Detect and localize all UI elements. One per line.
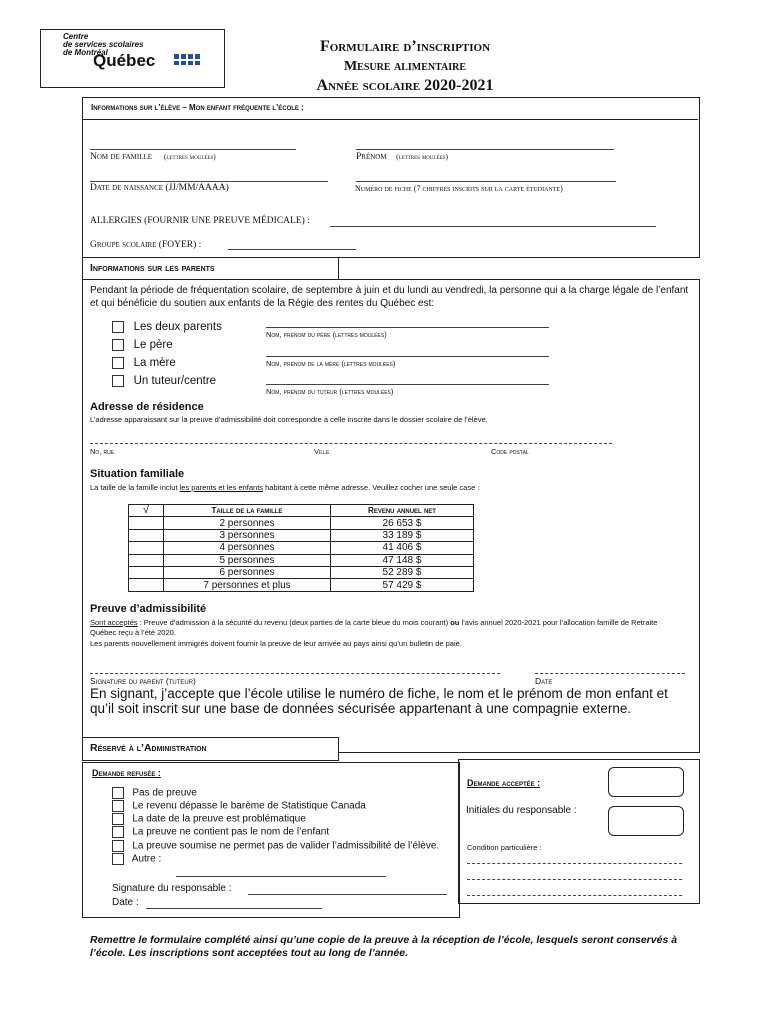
family-header: Situation familiale [90, 468, 185, 480]
mother-name-label: Nom, prénom de la mère (lettres moulées) [266, 359, 396, 368]
table-row[interactable] [129, 542, 474, 554]
group-label: Groupe scolaire (FOYER) : [90, 240, 202, 250]
option-father[interactable]: Le père [112, 336, 222, 354]
quebec-flag-icon [174, 54, 186, 65]
condition-line-3[interactable] [467, 895, 682, 896]
address-street-label: No, rue [90, 447, 115, 456]
checkbox[interactable] [112, 357, 124, 369]
guardian-name-label: Nom, prénom du tuteur (lettres moulées) [266, 387, 394, 396]
admin-header: Réservé à l’Administration [90, 742, 207, 754]
accepted-box-input[interactable] [608, 767, 684, 797]
refused-header: Demande refusée : [92, 768, 161, 778]
father-name-label: Nom, prénom du père (lettres moulées) [266, 330, 387, 339]
size-cell: 5 personnes [164, 554, 331, 566]
accepted-header: Demande acceptée : [467, 778, 541, 788]
check-cell[interactable] [129, 554, 164, 566]
last-name-label: Nom de famille (lettres moulées) [90, 152, 216, 162]
income-cell: 41 406 $ [331, 542, 474, 554]
income-cell: 26 653 $ [331, 517, 474, 529]
size-column-header: Taille de la famille [164, 505, 331, 517]
reason-name[interactable]: La preuve ne contient pas le nom de l’enfant [112, 826, 452, 839]
income-cell: 47 148 $ [331, 554, 474, 566]
condition-label: Condition particulière : [467, 843, 542, 852]
parents-header: Informations sur les parents [90, 262, 215, 274]
file-number-label: Numéro de fiche (7 chiffres inscrits sur la carte étudiante) [355, 184, 563, 193]
father-name-line[interactable] [266, 327, 549, 328]
logo-line-3: de Montréal [63, 48, 108, 57]
check-column-header: √ [129, 505, 164, 517]
table-row[interactable] [129, 529, 474, 541]
admin-date-line[interactable] [146, 908, 322, 909]
footer-instructions: Remettre le formulaire complété ainsi qu’une copie de la preuve à la réception de l’école, lesquels seront conservés à l’école. Les inscriptions sont acceptées tout au long de l’année. [90, 934, 678, 959]
check-cell[interactable] [129, 579, 164, 591]
parents-intro: Pendant la période de fréquentation scolaire, de septembre à juin et du lundi au vendredi, la personne qui a la charge légale de l’enfant et qui bénéficie du soutien aux enfants de la Régie des rentes du Québec est: [90, 285, 689, 309]
allergies-line[interactable] [330, 226, 656, 227]
table-row[interactable] [129, 579, 474, 591]
proof-text: Sont acceptés : Preuve d’admission à la sécurité du revenu (deux parties de la carte bleue du mois courant) ou l’avis annuel 2020-2021 pour l’allocation famille de Retraite Québec reçu à l’été 2020. [90, 618, 658, 637]
other-reason-line[interactable] [176, 876, 386, 877]
student-section [82, 97, 700, 258]
title-line-3: Année scolaire 2020-2021 [316, 77, 494, 94]
table-row[interactable] [129, 566, 474, 578]
last-name-line[interactable] [90, 149, 296, 150]
address-city-label: Ville [314, 447, 330, 456]
logo [40, 29, 225, 88]
size-cell: 4 personnes [164, 542, 331, 554]
option-mother[interactable]: La mère [112, 354, 222, 372]
income-cell: 33 189 $ [331, 529, 474, 541]
check-cell[interactable] [129, 542, 164, 554]
address-note: L’adresse apparaissant sur la preuve d’admissibilité doit correspondre à celle inscrite dans le dossier scolaire de l’élève. [90, 415, 488, 424]
parent-signature-label: Signature du parent (tuteur) [90, 676, 196, 686]
logo-line-1: Centre [63, 32, 89, 41]
condition-line-2[interactable] [467, 879, 682, 880]
first-name-line[interactable] [356, 149, 614, 150]
title-line-2: Mesure alimentaire [343, 59, 467, 74]
checkbox[interactable] [112, 840, 124, 852]
responsible-signature-line[interactable] [248, 894, 447, 895]
admin-date-label: Date : [112, 897, 139, 908]
file-number-line[interactable] [356, 181, 616, 182]
checkbox[interactable] [112, 321, 124, 333]
logo-line-2: de services scolaires [63, 40, 144, 49]
group-line[interactable] [228, 249, 356, 250]
responsible-signature-label: Signature du responsable : [112, 883, 232, 894]
mother-name-line[interactable] [266, 356, 549, 357]
table-header-row [129, 505, 474, 517]
proof-immigrants: Les parents nouvellement immigrés doivent fournir la preuve de leur arrivée au pays ainsi qu’un bulletin de paie. [90, 639, 462, 648]
income-cell: 57 429 $ [331, 579, 474, 591]
birth-date-label: Date de naissance (JJ/MM/AAAA) [90, 183, 229, 193]
income-cell: 52 289 $ [331, 566, 474, 578]
option-both-parents[interactable]: Les deux parents [112, 318, 222, 336]
checkbox[interactable] [112, 853, 124, 865]
checkbox[interactable] [112, 375, 124, 387]
check-cell[interactable] [129, 517, 164, 529]
reason-no-proof[interactable]: Pas de preuve [112, 787, 452, 800]
address-header: Adresse de résidence [90, 401, 204, 413]
size-cell: 3 personnes [164, 529, 331, 541]
reason-validate[interactable]: La preuve soumise ne permet pas de valider l’admissibilité de l’élève. [112, 840, 452, 853]
income-table [128, 504, 474, 592]
condition-line-1[interactable] [467, 863, 682, 864]
reason-other[interactable]: Autre : [112, 853, 452, 866]
parent-date-label: Date [535, 676, 553, 686]
table-row[interactable] [129, 554, 474, 566]
birth-date-line[interactable] [90, 181, 328, 182]
size-cell: 2 personnes [164, 517, 331, 529]
table-row[interactable] [129, 517, 474, 529]
consent-text: En signant, j’accepte que l’école utilise le numéro de fiche, le nom et le prénom de mon enfant et qu’il soit inscrit sur une base de données sécurisée appartenant à une compagnie externe. [90, 686, 668, 716]
checkbox[interactable] [112, 813, 124, 825]
initials-input[interactable] [608, 806, 684, 836]
reason-date[interactable]: La date de la preuve est problématique [112, 813, 452, 826]
address-postal-label: Code postal [491, 447, 529, 456]
income-column-header: Revenu annuel net [331, 505, 474, 517]
logo-brand: Québec [93, 51, 156, 70]
family-note: La taille de la famille inclut les parents et les enfants habitant à cette même adresse. Veuillez cocher une seule case : [90, 483, 480, 492]
checkbox[interactable] [112, 826, 124, 838]
refusal-reasons [112, 787, 452, 866]
address-line[interactable] [90, 443, 612, 444]
title-line-1: Formulaire d’inscription [319, 38, 491, 55]
guardian-options [112, 318, 222, 390]
parent-date-line[interactable] [535, 673, 685, 674]
parent-signature-line[interactable] [90, 673, 500, 674]
quebec-flag-icon [188, 54, 200, 65]
size-cell: 6 personnes [164, 566, 331, 578]
check-cell[interactable] [129, 566, 164, 578]
checkbox[interactable] [112, 339, 124, 351]
option-guardian[interactable]: Un tuteur/centre [112, 372, 222, 390]
check-cell[interactable] [129, 529, 164, 541]
checkbox[interactable] [112, 800, 124, 812]
size-cell: 7 personnes et plus [164, 579, 331, 591]
reason-income[interactable]: Le revenu dépasse le barème de Statistique Canada [112, 800, 452, 813]
first-name-label: Prénom (lettres moulées) [356, 152, 448, 162]
proof-header: Preuve d’admissibilité [90, 603, 207, 615]
initials-label: Initiales du responsable : [466, 805, 577, 816]
allergies-label: ALLERGIES (FOURNIR UNE PREUVE MÉDICALE) : [90, 216, 310, 226]
guardian-name-line[interactable] [266, 384, 549, 385]
checkbox[interactable] [112, 787, 124, 799]
student-header: Informations sur l’élève – Mon enfant fréquente l’école : [91, 103, 304, 112]
